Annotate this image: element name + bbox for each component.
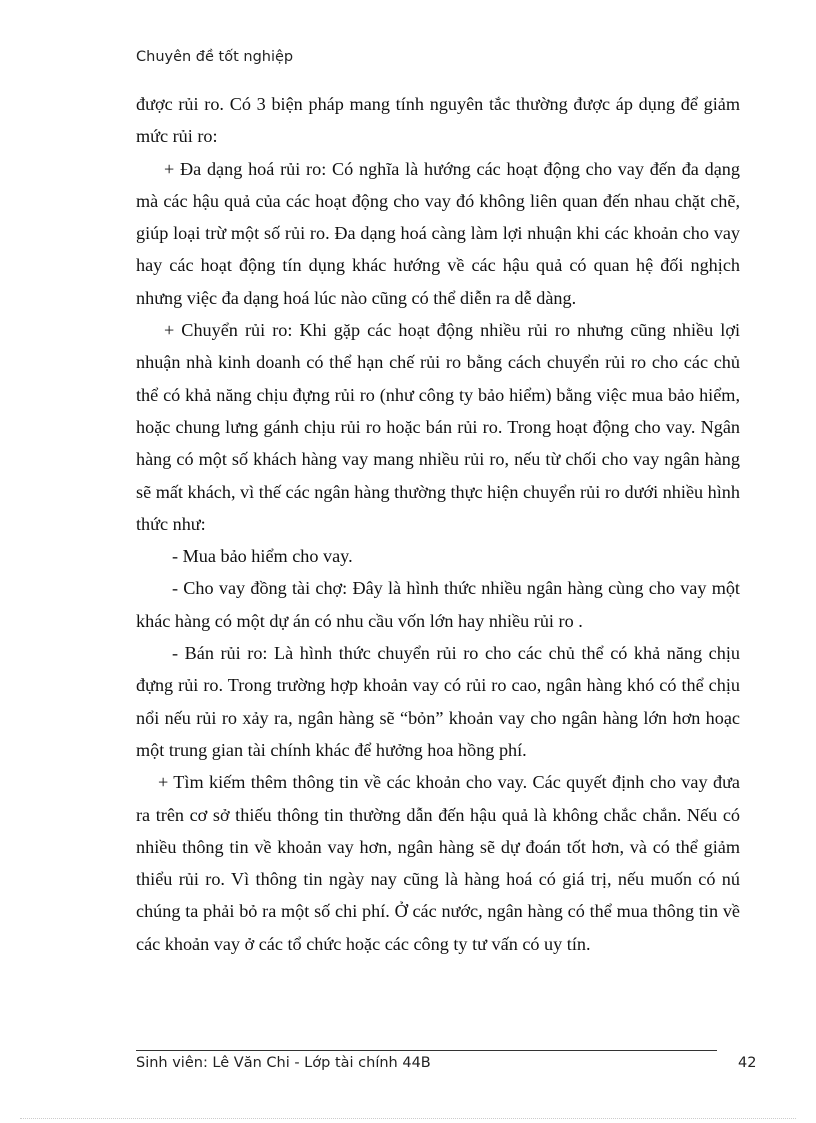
paragraph-transfer-risk: + Chuyển rủi ro: Khi gặp các hoạt động nhiều rủi ro nhưng cũng nhiều lợi nhuận nhà kinh doanh có thể hạn chế rủi ro bằng cách chuyển rủi ro cho các chủ thể có khả năng chịu đựng rủi ro (như công ty bảo hiểm) bằng việc mua bảo hiểm, hoặc chung lưng gánh chịu rủi ro hoặc bán rủi ro. Trong hoạt động cho vay. Ngân hàng có một số khách hàng vay mang nhiều rủi ro, nếu từ chối cho vay ngân hàng sẽ mất khách, vì thế các ngân hàng thường thực hiện chuyển rủi ro dưới nhiều hình thức như:	[136, 320, 740, 534]
page-header-title: Chuyên đề tốt nghiệp	[136, 49, 294, 65]
list-item-sell-risk: - Bán rủi ro: Là hình thức chuyển rủi ro cho các chủ thể có khả năng chịu đựng rủi ro. Trong trường hợp khoản vay có rủi ro cao, ngân hàng khó có thể chịu nổi nếu rủi ro xảy ra, ngân hàng sẽ “bỏn” khoản vay cho ngân hàng lớn hơn hoạc một trung gian tài chính khác để hưởng hoa hồng phí.	[136, 643, 740, 760]
paragraph-intro: được rủi ro. Có 3 biện pháp mang tính nguyên tắc thường được áp dụng để giảm mức rủi ro:	[136, 94, 740, 147]
page-number: 42	[738, 1055, 757, 1071]
paragraph-more-information: + Tìm kiếm thêm thông tin về các khoản cho vay. Các quyết định cho vay đưa ra trên cơ sở thiếu thông tin thường dẫn đến hậu quả là không chắc chắn. Nếu có nhiều thông tin về khoản vay hơn, ngân hàng sẽ dự đoán tốt hơn, và có thể giảm thiểu rủi ro. Vì thông tin ngày nay cũng là hàng hoá có giá trị, nếu muốn có nú chúng ta phải bỏ ra một số chi phí. Ở các nước, ngân hàng có thể mua thông tin về các khoản vay ở các tổ chức hoặc các công ty tư vấn có uy tín.	[136, 772, 740, 954]
document-body	[136, 88, 740, 960]
page-bottom-edge	[20, 1118, 796, 1119]
list-item-insurance: - Mua bảo hiểm cho vay.	[172, 546, 353, 567]
list-item-syndicated-loan: - Cho vay đồng tài chợ: Đây là hình thức nhiều ngân hàng cùng cho vay một khác hàng có một dự án có nhu cầu vốn lớn hay nhiều rủi ro .	[136, 578, 740, 631]
footer-student-info: Sinh viên: Lê Văn Chi - Lớp tài chính 44B	[136, 1055, 431, 1071]
footer-divider	[136, 1050, 717, 1051]
paragraph-diversify-risk: + Đa dạng hoá rủi ro: Có nghĩa là hướng các hoạt động cho vay đến đa dạng mà các hậu quả của các hoạt động cho vay đó không liên quan đến nhau chặt chẽ, giúp loại trừ một số rủi ro. Đa dạng hoá càng làm lợi nhuận khi các khoản cho vay hay các hoạt động tín dụng khác hướng về các hậu quả có quan hệ đối nghịch nhưng việc đa dạng hoá lúc nào cũng có thể diễn ra dễ dàng.	[136, 158, 740, 308]
